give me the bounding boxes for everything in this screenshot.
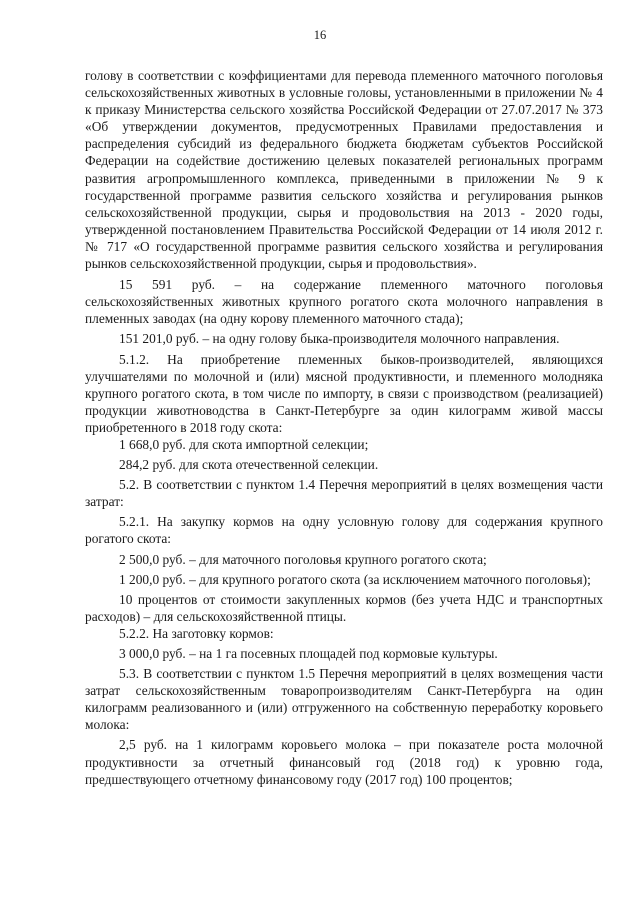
paragraph-rate-forage-crops: 3 000,0 руб. – на 1 га посевных площадей под кормовые культуры.: [119, 646, 498, 661]
paragraph-rate-import-selection: 1 668,0 руб. для скота импортной селекции;: [119, 436, 369, 452]
paragraph-rate-poultry-feed: 10 процентов от стоимости закупленных кормов (без учета НДС и транспортных расходов) – для сельскохозяйственной птицы.: [85, 591, 603, 624]
paragraph-rate-breeding-bull: 151 201,0 руб. – на одну голову быка-производителя молочного направления.: [119, 331, 560, 347]
document-body: [85, 67, 603, 788]
paragraph-rate-maternal-herd: 15 591 руб. – на содержание племенного маточного поголовья сельскохозяйственных животных крупного рогатого скота молочного направления в племенных заводах (на одну корову племенного маточного стада);: [85, 277, 603, 327]
paragraph-5-2-2: 5.2.2. На заготовку кормов:: [119, 625, 274, 641]
paragraph-rate-domestic-selection: 284,2 руб. для скота отечественной селекции.: [119, 457, 379, 473]
page-number: 16: [313, 28, 327, 42]
paragraph-continuation: голову в соответствии с коэффициентами для перевода племенного маточного поголовья сельскохозяйственных животных в условные головы, установленными в приложении № 4 к приказу Министерства сельского хозяйства Российской Федерации от 27.07.2017 № 373 «Об утверждении документов, предусмотренных Правилами предоставления и распределения субсидий из федерального бюджета бюджетам субъектов Российской Федерации на содействие достижению целевых показателей региональных программ развития агропромышленного комплекса, приведенными в приложении № 9 к государственной программе развития сельского хозяйства и регулирования рынков сельскохозяйственной продукции, сырья и продовольствия на 2013 - 2020 годы, утвержденной постановлением Правительства Российской Федерации от 14 июля 2012 г. № 717 «О государственной программе развития сельского хозяйства и регулирования рынков сельскохозяйственной продукции, сырья и продовольствия».: [85, 68, 603, 272]
paragraph-rate-cattle-feed: 1 200,0 руб. – для крупного рогатого скота (за исключением маточного поголовья);: [119, 571, 591, 587]
paragraph-5-2: 5.2. В соответствии с пунктом 1.4 Перечня мероприятий в целях возмещения части затрат:: [85, 477, 603, 510]
paragraph-rate-milk: 2,5 руб. на 1 килограмм коровьего молока – при показателе роста молочной продуктивности за отчетный финансовый год (2018 год) к уровню года, предшествующего отчетному финансовому году (2017 год) 100 процентов;: [85, 737, 603, 787]
paragraph-rate-maternal-cattle-feed: 2 500,0 руб. – для маточного поголовья крупного рогатого скота;: [119, 551, 487, 567]
paragraph-5-3: 5.3. В соответствии с пунктом 1.5 Перечня мероприятий в целях возмещения части затрат сельскохозяйственным товаропроизводителям Санкт-Петербурга на один килограмм реализованного и (или) отгруженного на собственную переработку коровьего молока:: [85, 666, 603, 733]
paragraph-5-1-2: 5.1.2. На приобретение племенных быков-производителей, являющихся улучшателями по молочной и (или) мясной продуктивности, и племенного молодняка крупного рогатого скота, в том числе по импорту, в связи с производством (реализацией) продукции животноводства в Санкт-Петербурге за один килограмм живой массы приобретенного в 2018 году скота:: [85, 351, 603, 435]
paragraph-5-2-1: 5.2.1. На закупку кормов на одну условную голову для содержания крупного рогатого скота:: [85, 514, 603, 547]
